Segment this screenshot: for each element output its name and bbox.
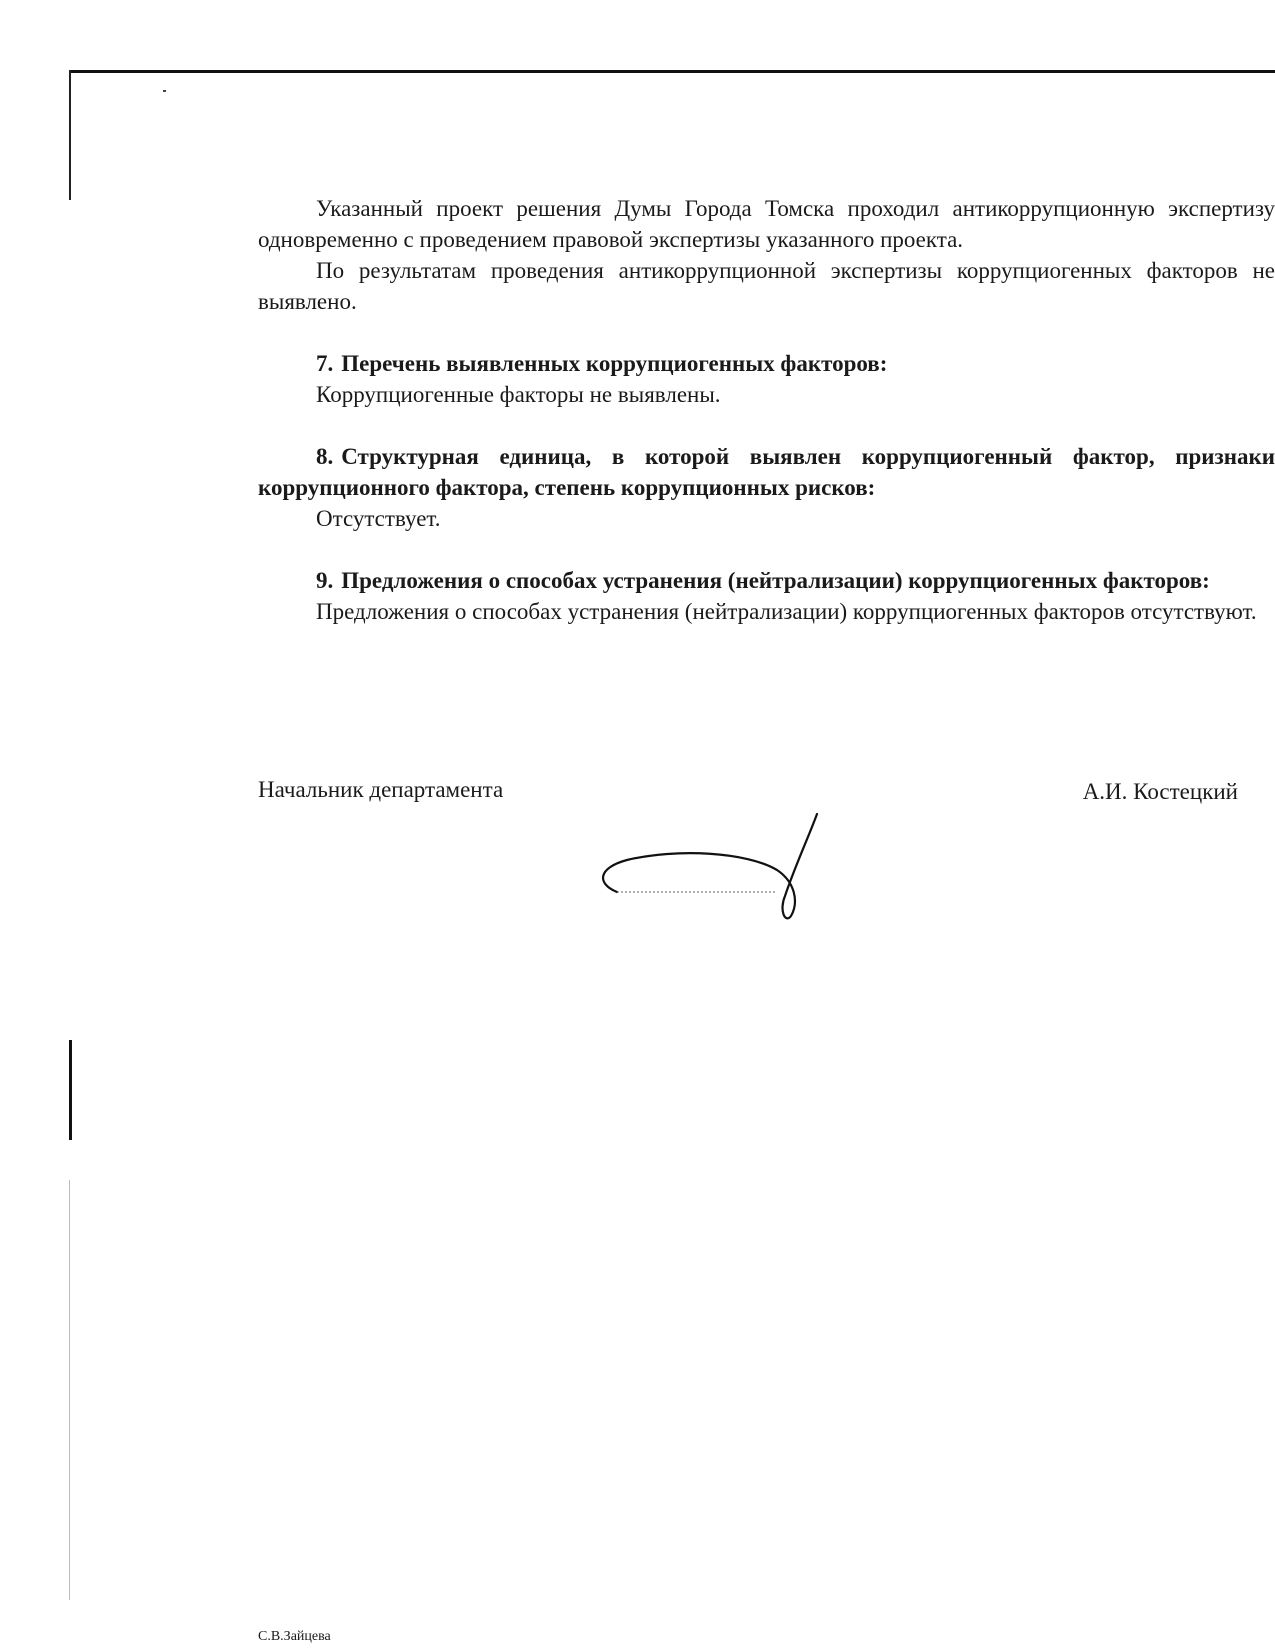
section-8-body: Отсутствует. <box>316 506 441 531</box>
signatory-name: А.И. Костецкий <box>1082 779 1238 804</box>
section-8-heading <box>258 441 1275 503</box>
section-7-number: 7. <box>316 351 334 376</box>
section-8-title: Структурная единица, в которой выявлен коррупциогенный фактор, признаки коррупционного фактора, степень коррупционных рисков: <box>258 444 1275 500</box>
scan-border-left <box>69 70 71 200</box>
handwritten-signature <box>587 806 827 926</box>
section-9-title: Предложения о способах устранения (нейтрализации) коррупциогенных факторов: <box>341 568 1210 593</box>
scan-speck <box>163 90 166 92</box>
signatory-position: Начальник департамента <box>258 777 504 802</box>
section-9-heading <box>258 565 1275 596</box>
document-body <box>258 193 1275 627</box>
spacer <box>258 410 1275 441</box>
paragraph-result: По результатам проведения антикоррупционной экспертизы коррупциогенных факторов не выявлено. <box>258 258 1275 314</box>
executor-name: С.В.Зайцева <box>258 1629 331 1644</box>
spacer <box>258 534 1275 565</box>
section-9-body: Предложения о способах устранения (нейтрализации) коррупциогенных факторов отсутствуют. <box>316 599 1257 624</box>
scan-border-top <box>70 70 1275 73</box>
section-9-number: 9. <box>316 568 334 593</box>
section-7-body: Коррупциогенные факторы не выявлены. <box>316 382 721 407</box>
scan-border-left-faint <box>69 1180 70 1600</box>
paragraph-expertise: Указанный проект решения Думы Города Томска проходил антикоррупционную экспертизу одновременно с проведением правовой экспертизы указанного проекта. <box>258 196 1275 252</box>
section-8-number: 8. <box>316 444 334 469</box>
section-7-heading <box>258 348 1275 379</box>
section-7-title: Перечень выявленных коррупциогенных факторов: <box>341 351 888 376</box>
spacer <box>258 317 1275 348</box>
scan-border-left-lower <box>69 1040 72 1140</box>
